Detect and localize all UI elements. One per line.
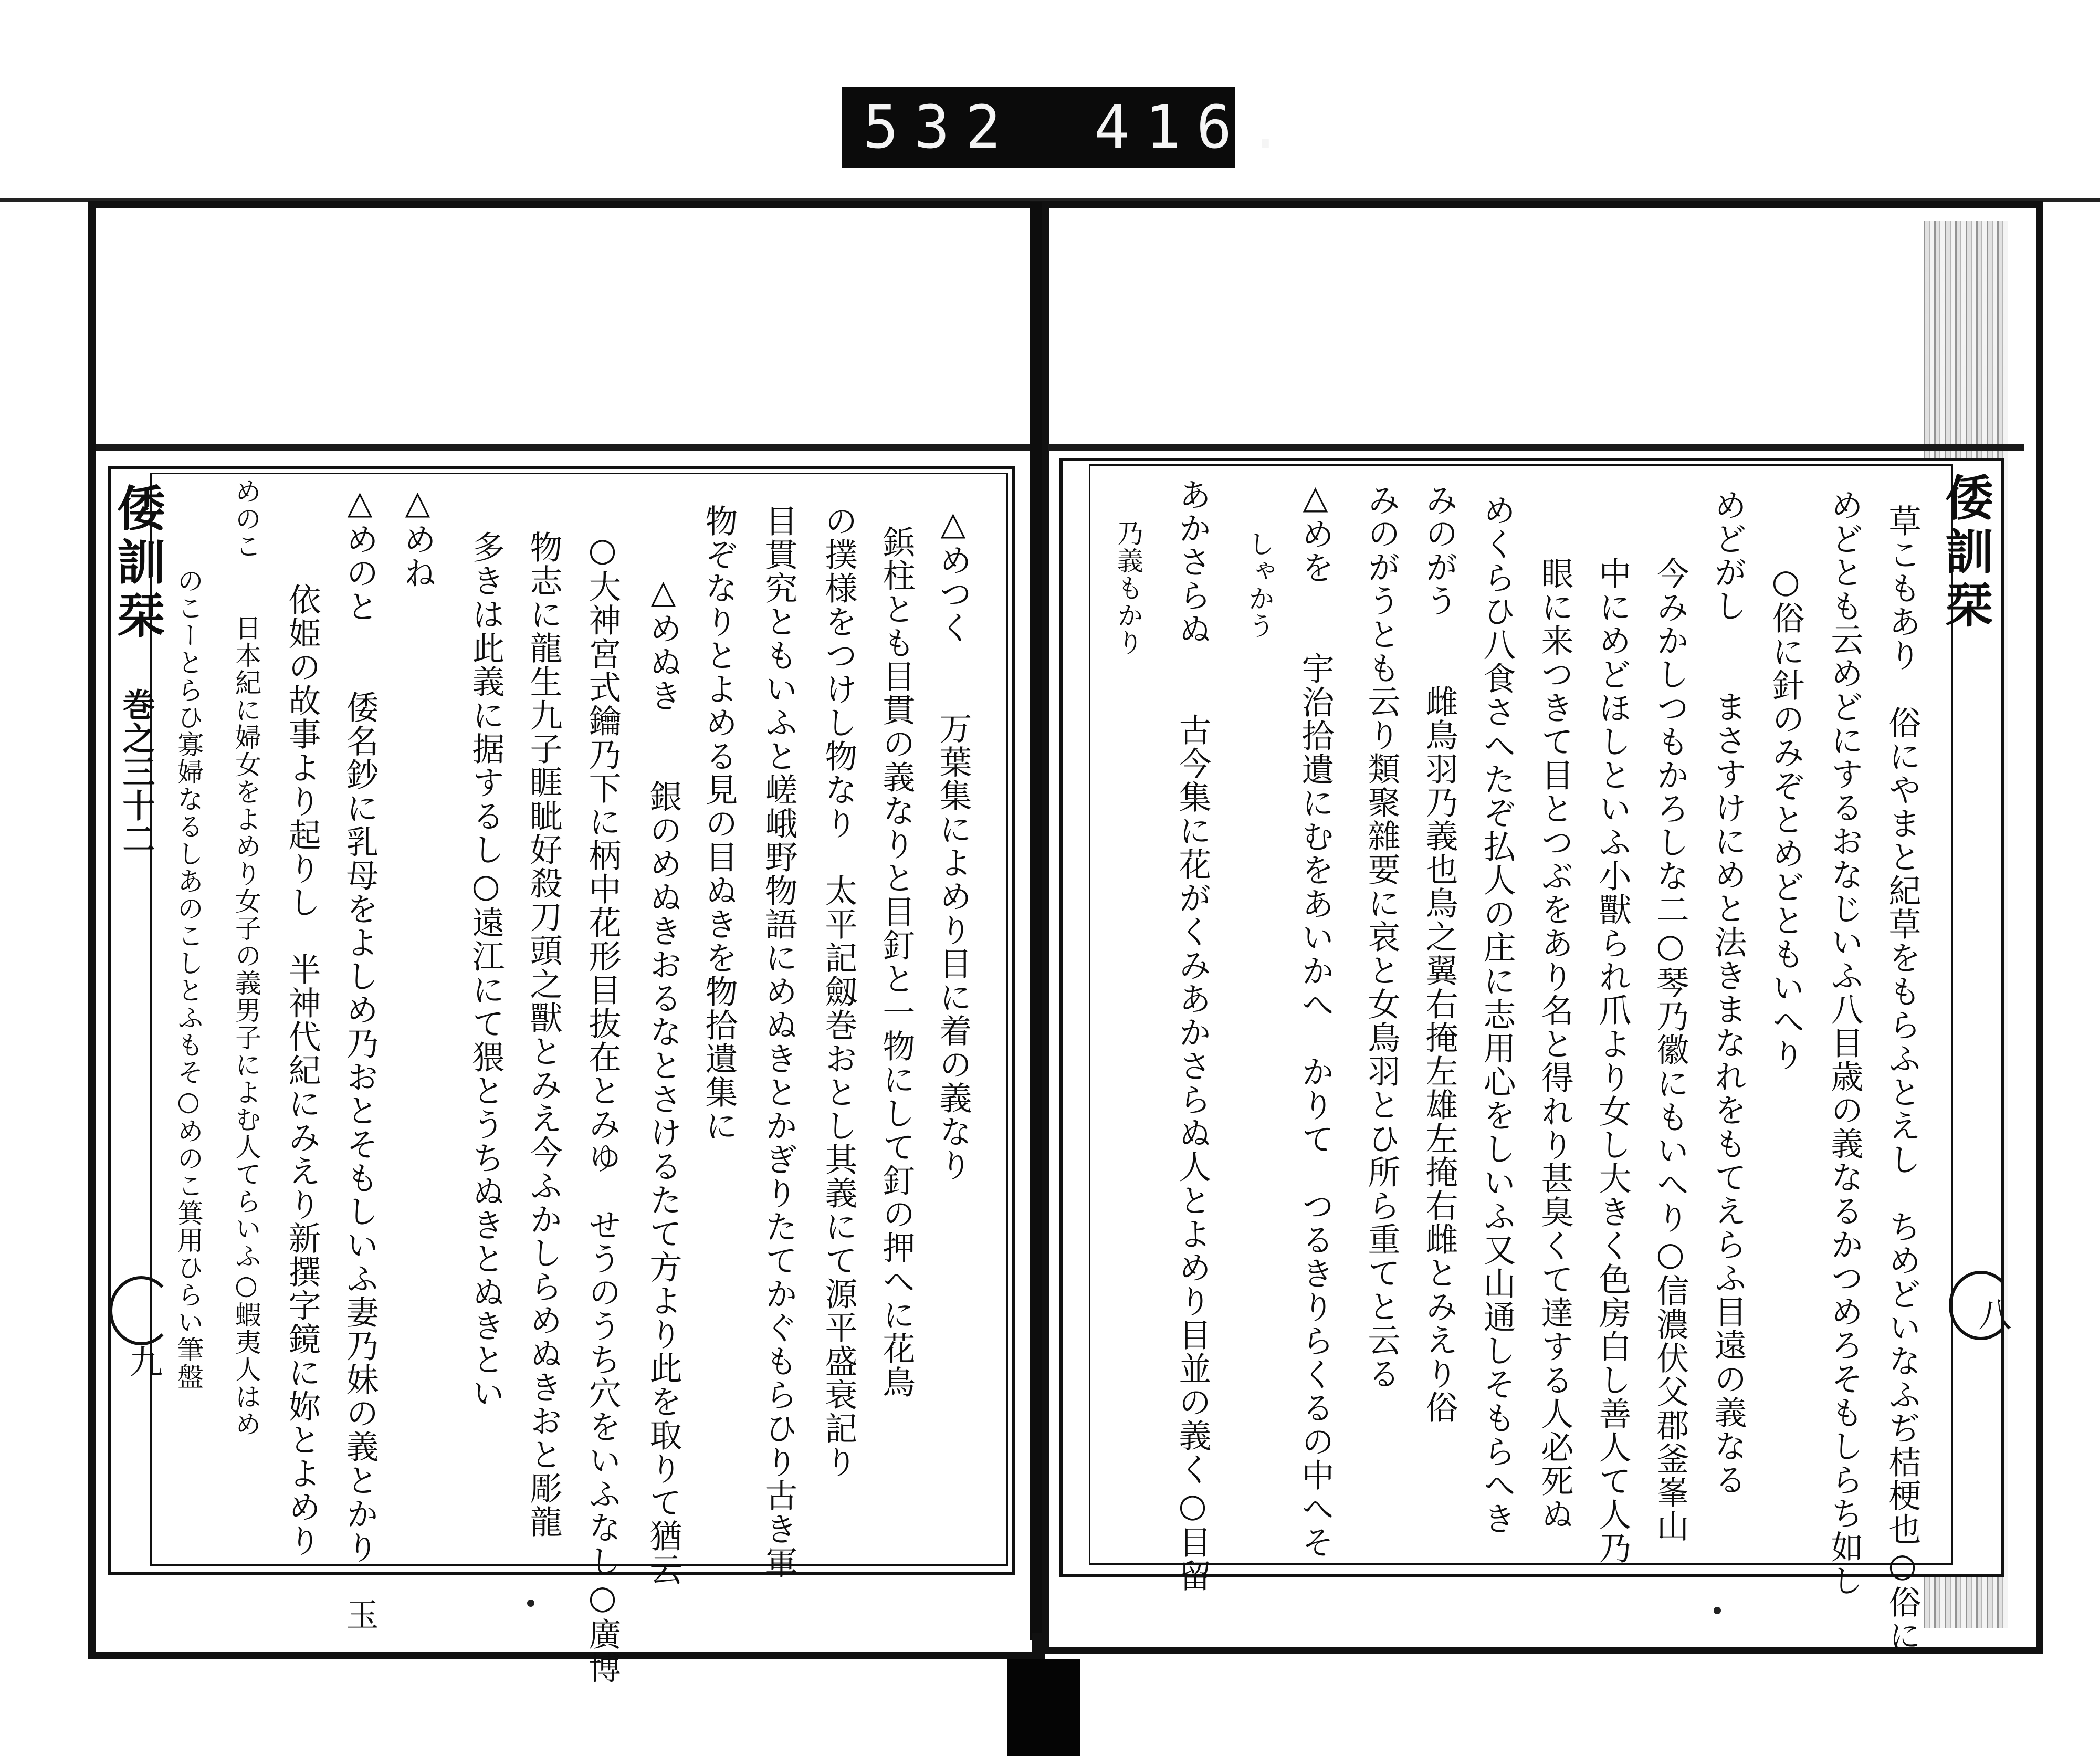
text-column: 今みかしつもかろしな二○琴乃徽にもいへり○信濃伏父郡釜峯山 bbox=[1651, 557, 1689, 1543]
left-folio-circle bbox=[109, 1276, 173, 1345]
text-column: 鋲柱とも目貫の義なりと目釘と一物にして釘の押へに花鳥 bbox=[877, 525, 916, 1399]
text-column: 目貫究ともいふと嵯峨野物語にめぬきとかぎりたてかぐもらひり古き軍 bbox=[760, 504, 798, 1580]
ink-speck bbox=[1714, 1607, 1721, 1614]
text-column: みのがうとも云り類聚雜要に哀と女鳥羽とひ所ら重てと云る bbox=[1362, 483, 1401, 1391]
left-folio-number: 九 bbox=[123, 1344, 162, 1378]
text-column: しゃかう bbox=[1244, 530, 1275, 640]
text-column: ○大神宮式鑰乃下に柄中花形目抜在とみゆ せうのうち穴をいふなし○廣博 bbox=[583, 530, 622, 1685]
right-top-rule bbox=[1048, 444, 2024, 451]
text-column: △めね bbox=[398, 483, 437, 590]
text-column: めどとも云めどにするおなじいふ八目歳の義なるかつめろそもしらち如し bbox=[1825, 488, 1864, 1597]
text-column: 多きは此義に据するし○遠江にて猥とうちぬきとぬきとい bbox=[467, 530, 505, 1410]
text-column: ○俗に針のみぞとめどともいへり bbox=[1767, 562, 1805, 1072]
left-top-rule bbox=[96, 444, 1030, 451]
text-column: 物志に龍生九子睚眦好殺刀頭之獸とみえ今ふかしらめぬきおと彫龍 bbox=[524, 530, 563, 1539]
text-column: めくらひ八食さへたぞ払人の庄に志用心をしいふ又山通しそもらへき bbox=[1478, 494, 1516, 1535]
text-column: の撲様をつけし物なり 太平記劔巻おとし其義にて源平盛衰記り bbox=[820, 504, 858, 1479]
catalog-number-tag bbox=[842, 87, 1299, 168]
ink-speck bbox=[527, 1600, 534, 1607]
text-column: 眼に来つきて目とつぶをあり名と得れり甚臭くて達する人必死ぬ bbox=[1536, 557, 1574, 1531]
text-column: 依姫の故事より起りし 半神代紀にみえり新撰字鏡に妳とよめり bbox=[283, 583, 321, 1558]
left-margin-title: 倭訓栞 bbox=[109, 483, 166, 644]
text-column: めのこ 日本紀に婦女をよめり女子の義男子によむ人てらいふ○蝦夷人はめ bbox=[231, 478, 261, 1438]
catalog-number-right: 416. bbox=[1094, 93, 1299, 162]
text-column: めどがし まさすけにめと法きまなれをもてえらふ目遠の義なる bbox=[1709, 488, 1747, 1497]
right-margin-title: 倭訓栞 bbox=[1937, 473, 1994, 633]
left-volume-label: 巻之三十二 bbox=[117, 688, 155, 856]
text-column: 乃義もかり bbox=[1113, 520, 1143, 656]
text-column: △めのと 倭名鈔に乳母をよしめ乃おとそもしいふ妻乃妹の義とかり 玉 bbox=[341, 483, 379, 1632]
binding-tassel bbox=[1007, 1659, 1080, 1756]
text-column: 中にめどほしといふ小獸られ爪より女し大きく色房白し善人て人乃 bbox=[1593, 557, 1632, 1565]
right-inner-frame bbox=[1089, 464, 1953, 1565]
text-column: △めつく 万葉集によめり目に着の義なり bbox=[934, 504, 972, 1182]
text-column: みのがう 雌鳥羽乃義也鳥之翼右掩左雄左掩右雌とみえり俗 bbox=[1420, 483, 1458, 1424]
text-column: △めぬき 銀のめぬきおるなとさけるたて方より此を取りて猶云 bbox=[644, 572, 682, 1586]
text-column: あかさらぬ 古今集に花がくみあかさらぬ人とよめり目並の義く○目留 bbox=[1173, 478, 1212, 1593]
text-column: 物ぞなりとよめる見の目ぬきを物拾遺集に bbox=[700, 504, 738, 1143]
catalog-number-left: 532 bbox=[863, 93, 1017, 162]
book-spine bbox=[1030, 202, 1042, 1640]
text-column: 草こもあり 俗にやまと紀草をもらふとえし ちめどいなふぢ桔梗也○俗に bbox=[1883, 504, 1922, 1653]
text-column: △めを 宇治拾遺にむをあいかへ かりて つるきりらくるの中へそ bbox=[1296, 478, 1335, 1559]
text-column: のこーとらひ寡婦なるしあのこしとふもそ○めのこ箕用ひらい筆盤 bbox=[173, 567, 204, 1391]
right-folio-number: 八 bbox=[1972, 1297, 2011, 1331]
